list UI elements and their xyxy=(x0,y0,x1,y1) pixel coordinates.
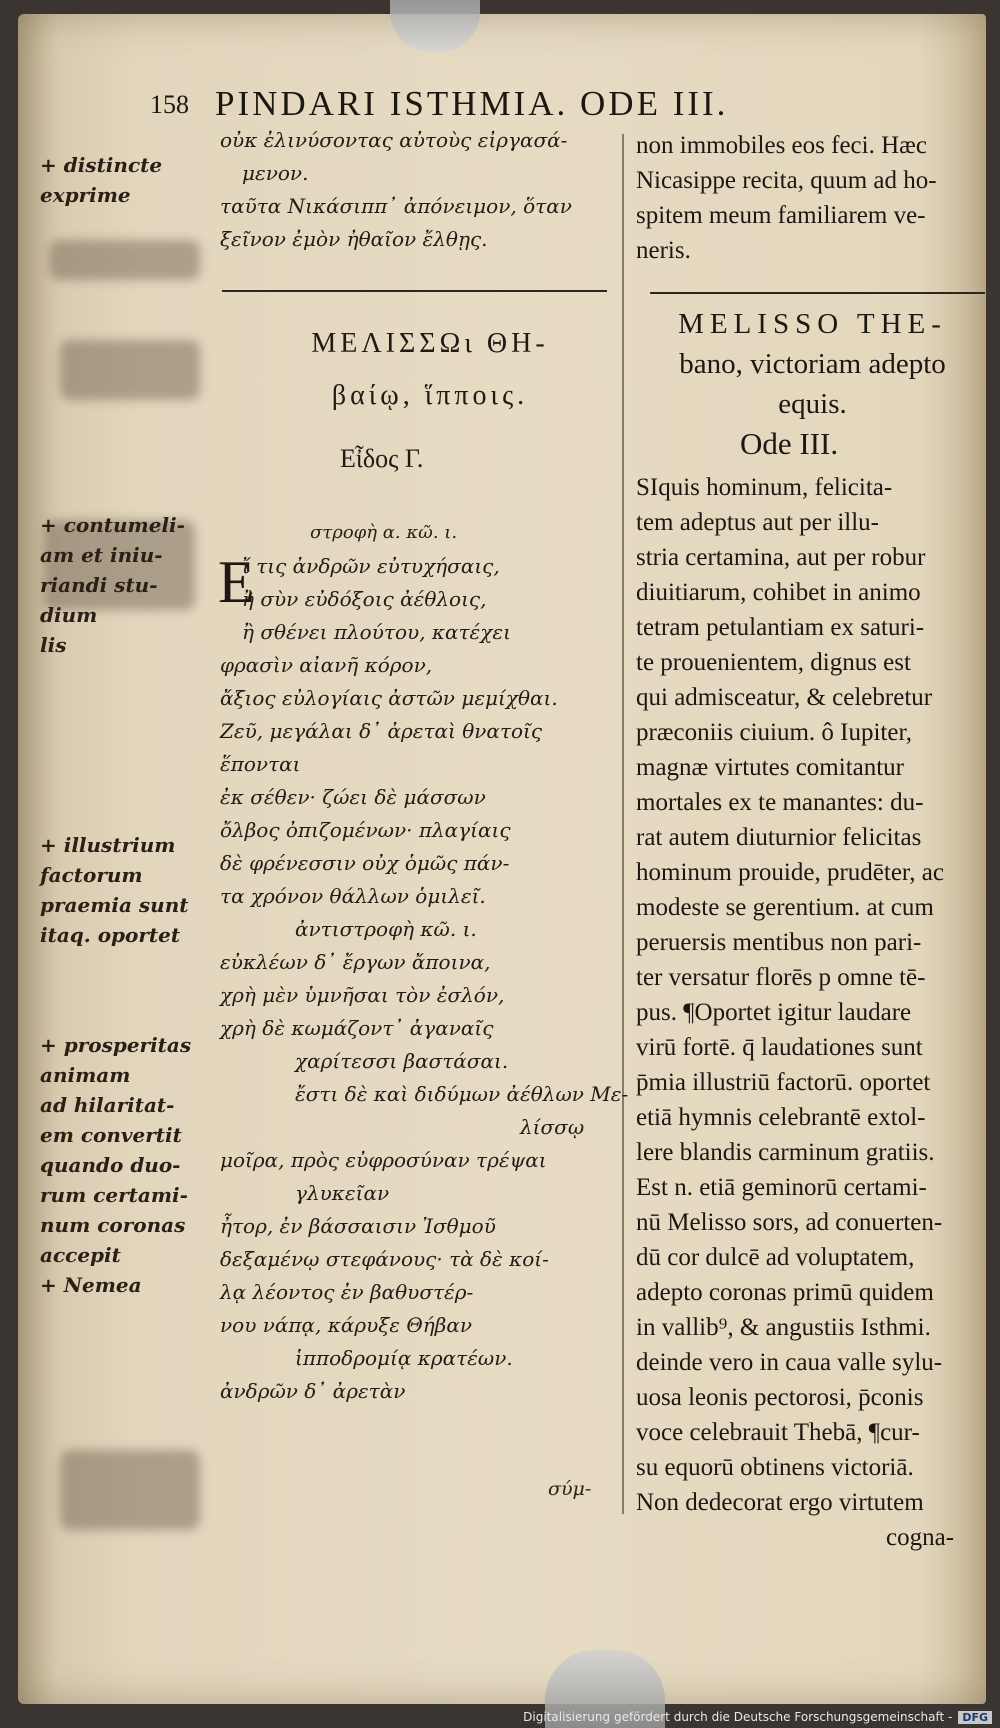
latin-line: adepto coronas primū quidem xyxy=(636,1279,934,1306)
greek-line: λᾳ λέοντος ἐν βαθυστέρ- xyxy=(220,1280,474,1304)
margin-note-line: em convertit xyxy=(40,1123,182,1147)
margin-note-line: + prosperitas xyxy=(40,1033,192,1057)
greek-line: δεξαμένῳ στεφάνους· τὰ δὲ κοί- xyxy=(220,1247,549,1271)
latin-line: stria certamina, aut per robur xyxy=(636,544,926,571)
latin-body-text xyxy=(636,470,976,1555)
latin-line: hominum prouide, prudēter, ac xyxy=(636,859,944,886)
margin-note-line: praemia sunt xyxy=(40,893,189,917)
digitization-footer xyxy=(523,1710,992,1724)
greek-line: ἦτορ, ἐν βάσσαισιν Ἰσθμοῦ xyxy=(220,1214,496,1238)
page-number: 158 xyxy=(150,90,189,119)
greek-line: ταῦτα Νικάσιππ᾽ ἀπόνειμον, ὅταν xyxy=(220,194,572,218)
greek-line: λίσσῳ xyxy=(520,1115,585,1139)
margin-note-gap xyxy=(40,950,225,1030)
margin-note-line: animam xyxy=(40,1063,131,1087)
latin-line: præconiis ciuium. ô Iupiter, xyxy=(636,719,913,746)
greek-top-block xyxy=(220,124,620,256)
margin-note-line: num coronas xyxy=(40,1213,186,1237)
greek-line: δὲ φρένεσσιν οὐχ ὁμῶς πάν- xyxy=(220,851,510,875)
margin-note-line: + illustrium xyxy=(40,833,176,857)
margin-note-gap xyxy=(40,660,225,830)
margin-note-line: am et iniu- xyxy=(40,543,163,567)
greek-line: ἢ σὺν εὐδόξοις ἀέθλοις, xyxy=(242,587,487,611)
margin-note-line: itaq. oportet xyxy=(40,923,181,947)
latin-line: dū cor dulcē ad voluptatem, xyxy=(636,1244,915,1271)
greek-line: μενον. xyxy=(242,161,309,185)
greek-line: τα χρόνον θάλλων ὁμιλεῖ. xyxy=(220,884,486,908)
greek-line: ξεῖνον ἐμὸν ἠθαῖον ἔλθῃς. xyxy=(220,227,488,251)
latin-line: Nicasippe recita, quum ad ho- xyxy=(636,167,937,194)
greek-line: οὐκ ἐλινύσοντας αὐτοὺς εἰργασά- xyxy=(220,128,568,152)
latin-line: diuitiarum, cohibet in animo xyxy=(636,579,921,606)
greek-line: ἔστι δὲ καὶ διδύμων ἀέθλων Με- xyxy=(295,1082,629,1106)
latin-section-rule xyxy=(650,292,985,294)
latin-line: SIquis hominum, felicita- xyxy=(636,474,893,501)
latin-line: mortales ex te manantes: du- xyxy=(636,789,924,816)
margin-note-line: exprime xyxy=(40,183,131,207)
latin-line: pus. ¶Oportet igitur laudare xyxy=(636,999,912,1026)
handwritten-margin-notes xyxy=(40,150,225,1300)
greek-line: χρὴ μὲν ὑμνῆσαι τὸν ἐσλόν, xyxy=(220,983,505,1007)
latin-catchword: cogna- xyxy=(886,1524,955,1551)
margin-note-line: lis xyxy=(40,633,67,657)
latin-line: tem adeptus aut per illu- xyxy=(636,509,879,536)
running-title: PINDARI ISTHMIA. ODE III. xyxy=(215,84,729,123)
margin-note-line: accepit xyxy=(40,1243,121,1267)
greek-title-line: βαίῳ, ἵπποις. xyxy=(331,380,529,411)
footer-text: Digitalisierung gefördert durch die Deutsche Forschungsgemeinschaft - xyxy=(523,1710,953,1724)
latin-line: virū fortē. q̄ laudationes sunt xyxy=(636,1034,923,1061)
initial-capital: Ε xyxy=(218,549,255,615)
greek-line: ἕπονται xyxy=(220,752,301,776)
latin-line: nū Melisso sors, ad conuerten- xyxy=(636,1209,943,1236)
latin-line: p̄mia illustriū factorū. oportet xyxy=(636,1069,931,1096)
greek-line: μοῖρα, πρὸς εὐφροσύναν τρέψαι xyxy=(220,1148,547,1172)
latin-line: magnæ virtutes comitantur xyxy=(636,754,905,781)
dfg-logo: DFG xyxy=(958,1711,992,1724)
greek-line: νου νάπᾳ, κάρυξε Θήβαν xyxy=(220,1313,472,1337)
latin-line: ter versatur florēs p omne tē- xyxy=(636,964,926,991)
margin-note-gap xyxy=(40,210,225,510)
latin-line: deinde vero in caua valle sylu- xyxy=(636,1349,943,1376)
latin-line: spitem meum familiarem ve- xyxy=(636,202,926,229)
latin-line: uosa leonis pectorosi, p̄conis xyxy=(636,1384,924,1411)
margin-note-line: factorum xyxy=(40,863,143,887)
greek-line: χαρίτεσσι βαστάσαι. xyxy=(295,1049,509,1073)
margin-note-line: dium xyxy=(40,603,98,627)
latin-line: te prouenientem, dignus est xyxy=(636,649,911,676)
catchword: σύμ- xyxy=(548,1478,592,1500)
latin-line: etiā hymnis celebrantē extol- xyxy=(636,1104,926,1131)
margin-note-line: + Nemea xyxy=(40,1273,142,1297)
latin-line: modeste se gerentium. at cum xyxy=(636,894,934,921)
latin-line: rat autem diuturnior felicitas xyxy=(636,824,922,851)
latin-line: tetram petulantiam ex saturi- xyxy=(636,614,925,641)
greek-line: ἐκ σέθεν· ζώει δὲ μάσσων xyxy=(220,785,486,809)
greek-ode-title xyxy=(240,318,620,422)
greek-section-rule xyxy=(222,290,607,292)
latin-top-block xyxy=(636,128,976,268)
margin-note-line: quando duo- xyxy=(40,1153,181,1177)
column-divider xyxy=(622,134,624,1514)
latin-line: su equorū obtinens victoriā. xyxy=(636,1454,914,1481)
greek-line: ἴ τις ἀνδρῶν εὐτυχήσαις, xyxy=(242,554,500,578)
greek-line: Ζεῦ, μεγάλαι δ᾽ ἀρεταὶ θνατοῖς xyxy=(220,719,543,743)
latin-line: non immobiles eos feci. Hæc xyxy=(636,132,927,159)
latin-line: neris. xyxy=(636,237,691,264)
greek-line: ἢ σθένει πλούτου, κατέχει xyxy=(242,620,511,644)
greek-line: φρασὶν αἰανῆ κόρον, xyxy=(220,653,433,677)
margin-note-line: rum certami- xyxy=(40,1183,188,1207)
latin-line: lere blandis carminum gratiis. xyxy=(636,1139,935,1166)
latin-title-line: equis. xyxy=(778,388,847,420)
margin-note-line: + distincte xyxy=(40,153,163,177)
greek-line: ὄλβος ὀπιζομένων· πλαγίαις xyxy=(220,818,511,842)
greek-line: ἀνδρῶν δ᾽ ἀρετὰν xyxy=(220,1379,406,1403)
greek-title-line: ΜΕΛΙΣΣΩι ΘΗ- xyxy=(311,328,549,359)
margin-note-line: + contumeli- xyxy=(40,513,185,537)
latin-line: voce celebrauit Thebā, ¶cur- xyxy=(636,1419,920,1446)
margin-smudge xyxy=(60,1450,200,1530)
latin-line: Est n. etiā geminorū certami- xyxy=(636,1174,927,1201)
latin-ode-title xyxy=(640,304,985,424)
latin-line: Non dedecorat ergo virtutem xyxy=(636,1489,924,1516)
latin-line: qui admisceatur, & celebretur xyxy=(636,684,933,711)
latin-line: in vallib⁹, & angustiis Isthmi. xyxy=(636,1314,931,1341)
greek-line: χρὴ δὲ κωμάζοντ᾽ ἀγαναῖς xyxy=(220,1016,494,1040)
margin-note-line: ad hilaritat- xyxy=(40,1093,175,1117)
running-header xyxy=(150,84,950,124)
strophe-label: στροφὴ α. κῶ. ι. xyxy=(310,522,458,543)
greek-line: ἱπποδρομίᾳ κρατέων. xyxy=(295,1346,513,1370)
antistrophe-label: ἀντιστροφὴ κῶ. ι. xyxy=(295,917,477,941)
greek-line: ἄξιος εὐλογίαις ἀστῶν μεμίχθαι. xyxy=(220,686,558,710)
greek-eidos: Εἶδος Γ. xyxy=(340,444,424,473)
latin-title-line: bano, victoriam adepto xyxy=(679,348,946,380)
latin-line: peruersis mentibus non pari- xyxy=(636,929,922,956)
latin-title-line: MELISSO THE- xyxy=(678,308,947,340)
greek-line: εὐκλέων δ᾽ ἔργων ἄποινα, xyxy=(220,950,491,974)
greek-ode-text xyxy=(220,550,629,1408)
ode-number: Ode III. xyxy=(740,426,839,461)
greek-line: γλυκεῖαν xyxy=(295,1181,390,1205)
margin-note-line: riandi stu- xyxy=(40,573,158,597)
